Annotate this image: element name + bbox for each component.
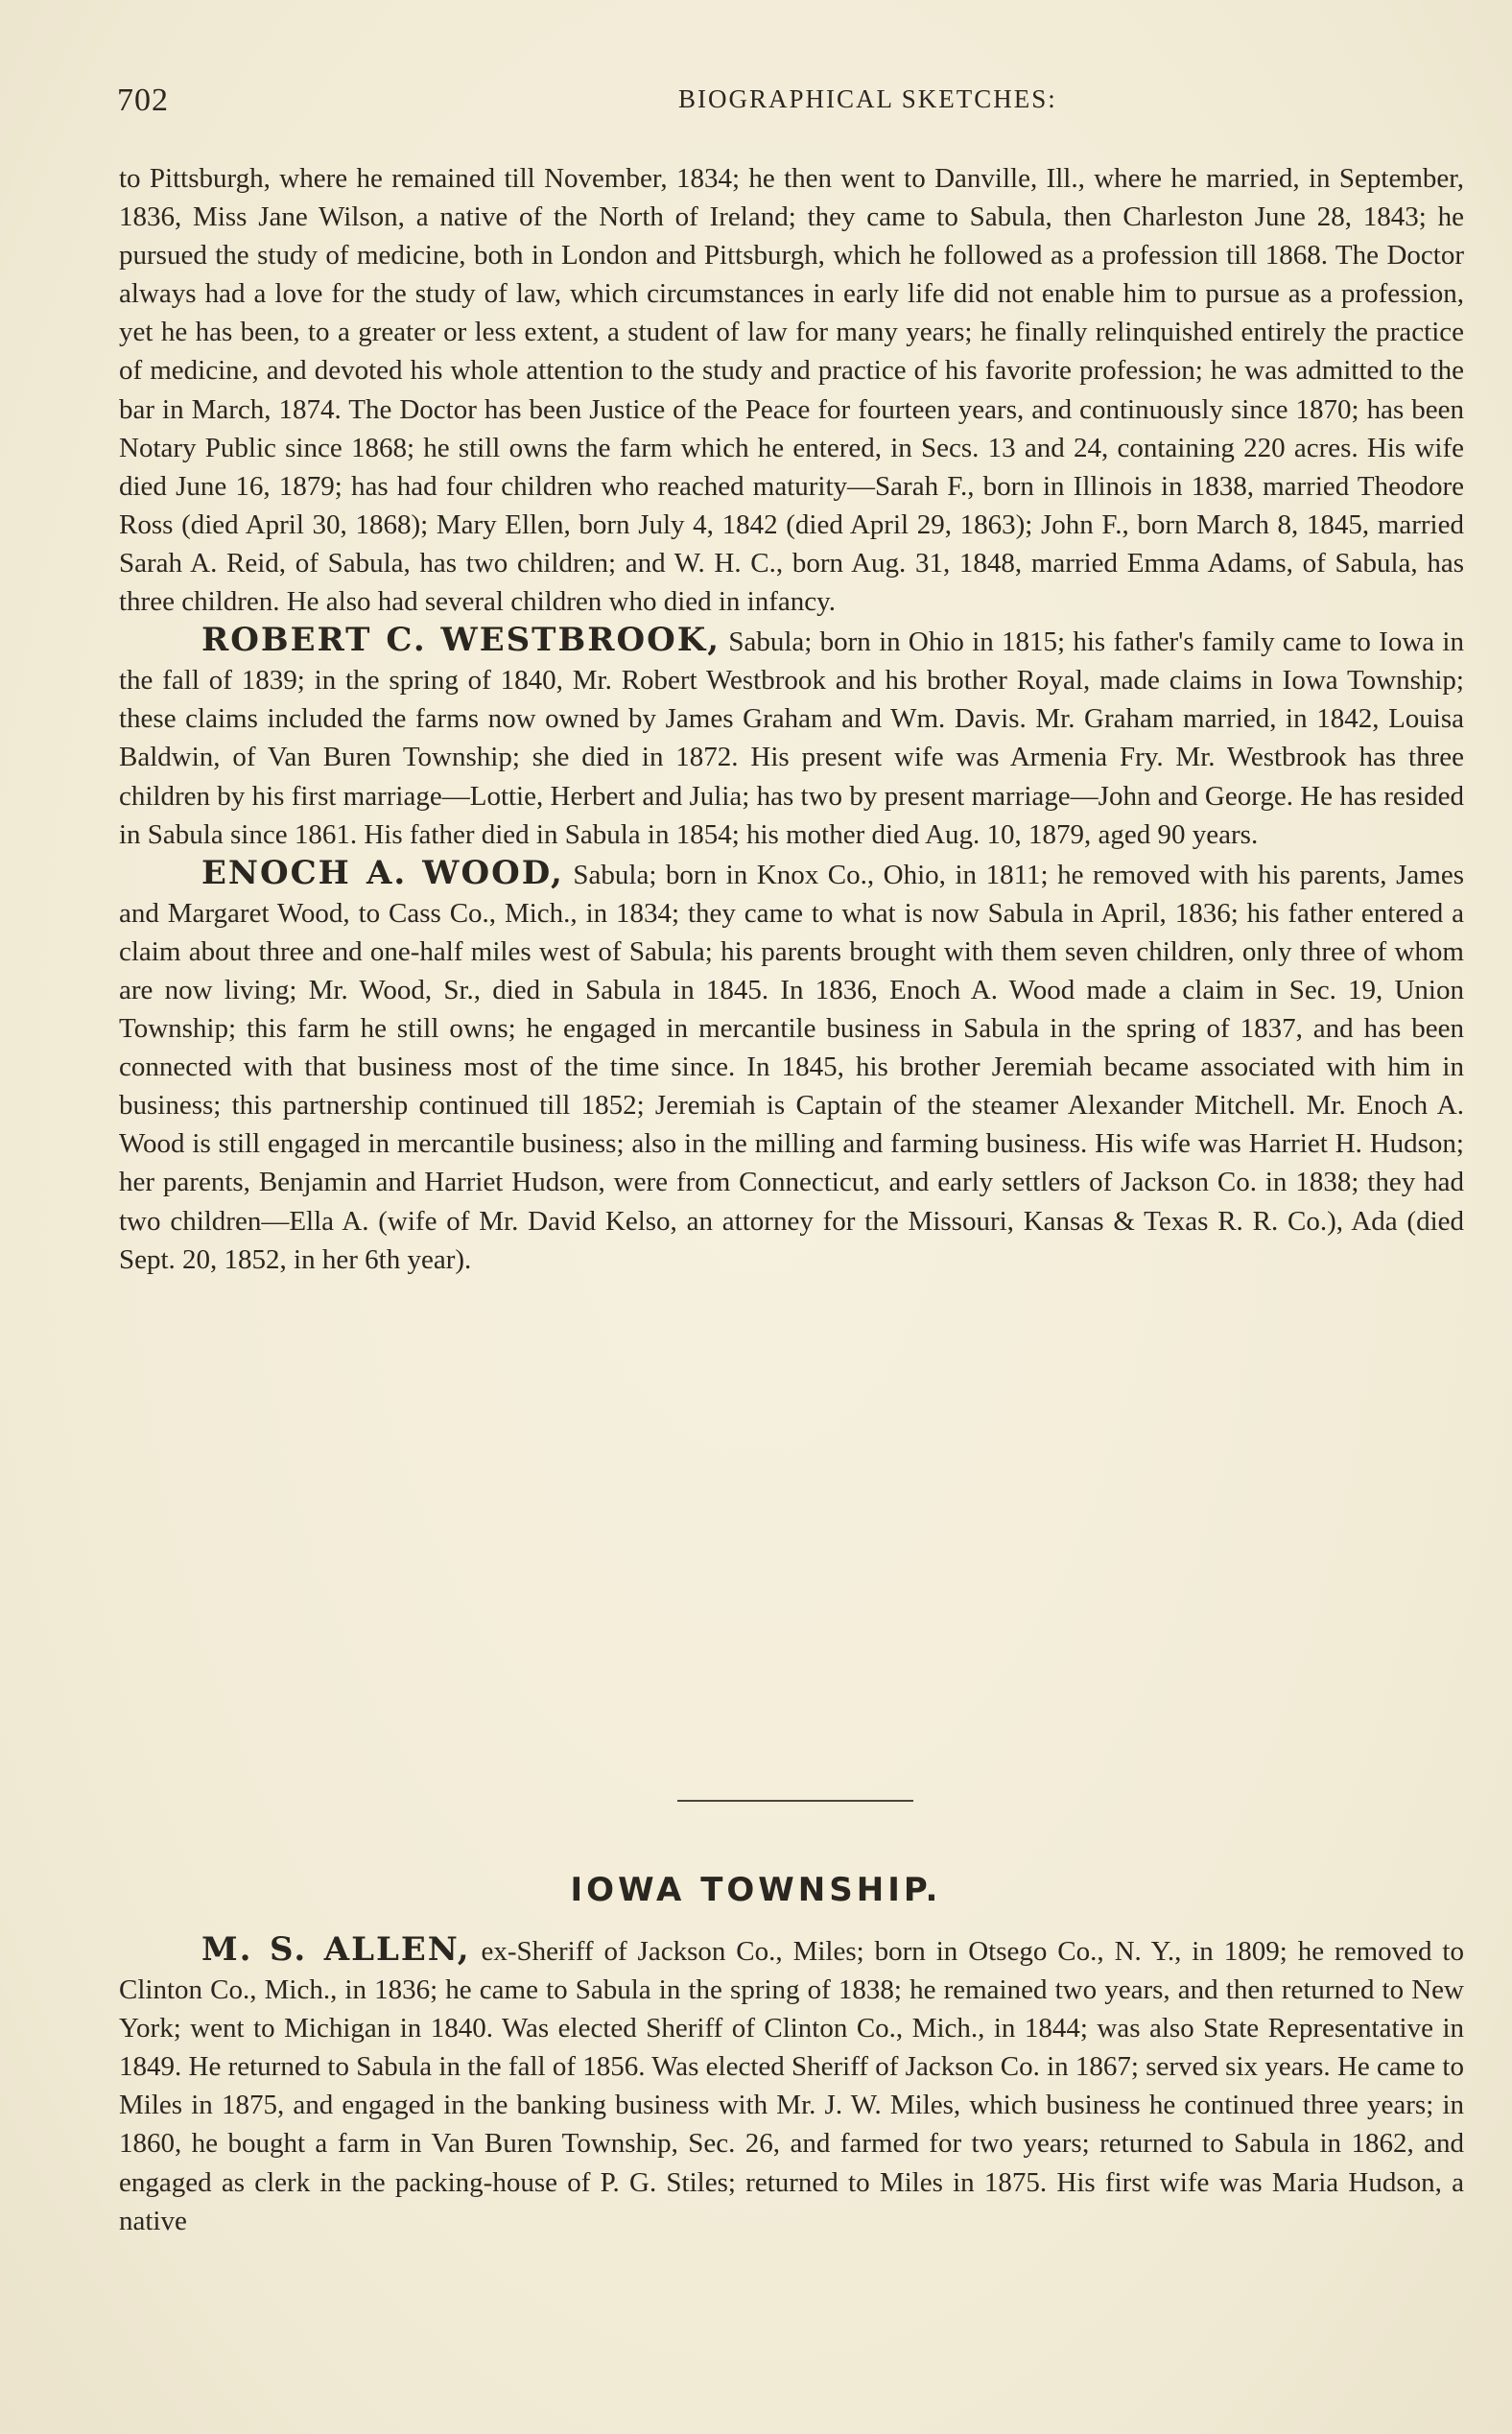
page-number: 702: [117, 83, 169, 118]
biography-text: ex-Sheriff of Jackson Co., Miles; born in Otsego Co., N. Y., in 1809; he removed to Clinton Co., Mich., in 1836; he came to Sabula in the spring of 1838; he remained two years, and then returned to New York; went to Michigan in 1840. Was elected Sheriff of Clinton Co., Mich., in 1844; was also State Representative in 1849. He returned to Sabula in the fall of 1856. Was elected Sheriff of Jackson Co. in 1867; served six years. He came to Miles in 1875, and engaged in the banking business with Mr. J. W. Miles, which business he continued three years; in 1860, he bought a farm in Van Buren Township, Sec. 26, and farmed for two years; returned to Sabula in 1862, and engaged as clerk in the packing-house of P. G. Stiles; returned to Miles in 1875. His first wife was Maria Hudson, a native: [119, 1936, 1464, 2236]
section-heading: IOWA TOWNSHIP.: [570, 1871, 942, 1909]
page-header: [117, 79, 1460, 127]
biography-name: ENOCH A. WOOD,: [201, 853, 564, 892]
biography-name: M. S. ALLEN,: [201, 1930, 471, 1969]
continued-paragraph: to Pittsburgh, where he remained till November, 1834; he then went to Danville, Ill., where he married, in September, 1836, Miss Jane Wilson, a native of the North of Ireland; they came to Sabula, then Charleston June 28, 1843; he pursued the study of medicine, both in London and Pittsburgh, which he followed as a profession till 1868. The Doctor always had a love for the study of law, which circumstances in early life did not enable him to pursue as a profession, yet he has been, to a greater or less extent, a student of law for many years; he finally relinquished entirely the practice of medicine, and devoted his whole attention to the study and practice of his favorite profession; he was admitted to the bar in March, 1874. The Doctor has been Justice of the Peace for fourteen years, and continuously since 1870; has been Notary Public since 1868; he still owns the farm which he entered, in Secs. 13 and 24, containing 220 acres. His wife died June 16, 1879; has had four children who reached maturity—Sarah F., born in Illinois in 1838, married Theodore Ross (died April 30, 1868); Mary Ellen, born July 4, 1842 (died April 29, 1863); John F., born March 8, 1845, married Sarah A. Reid, of Sabula, has two children; and W. H. C., born Aug. 31, 1848, married Emma Adams, of Sabula, has three children. He also had several children who died in infancy.: [119, 163, 1464, 618]
biography-entry-allen: [119, 1930, 1464, 2240]
section-biographies-sabula: [119, 159, 1464, 1279]
section-biographies-iowa-township: [119, 1930, 1464, 2240]
running-head: BIOGRAPHICAL SKETCHES:: [678, 84, 1057, 113]
biography-entry-westbrook: [119, 621, 1464, 854]
biography-entry-wood: [119, 854, 1464, 1279]
section-divider: [677, 1800, 913, 1802]
biography-name: ROBERT C. WESTBROOK,: [201, 621, 721, 660]
biography-text: Sabula; born in Ohio in 1815; his father's family came to Iowa in the fall of 1839; in the spring of 1840, Mr. Robert Westbrook and his brother Royal, made claims in Iowa Township; these claims included the farms now owned by James Graham and Wm. Davis. Mr. Graham married, in 1842, Louisa Baldwin, of Van Buren Township; she died in 1872. His present wife was Armenia Fry. Mr. Westbrook has three children by his first marriage—Lottie, Herbert and Julia; has two by present marriage—John and George. He has resided in Sabula since 1861. His father died in Sabula in 1854; his mother died Aug. 10, 1879, aged 90 years.: [119, 626, 1464, 850]
biography-text: Sabula; born in Knox Co., Ohio, in 1811; he removed with his parents, James and Margaret Wood, to Cass Co., Mich., in 1834; they came to what is now Sabula in April, 1836; his father entered a claim about three and one-half miles west of Sabula; his parents brought with them seven children, only three of whom are now living; Mr. Wood, Sr., died in Sabula in 1845. In 1836, Enoch A. Wood made a claim in Sec. 19, Union Township; this farm he still owns; he engaged in mercantile business in Sabula in the spring of 1837, and has been connected with that business most of the time since. In 1845, his brother Jeremiah became associated with him in business; this partnership continued till 1852; Jeremiah is Captain of the steamer Alexander Mitchell. Mr. Enoch A. Wood is still engaged in mercantile business; also in the milling and farming business. His wife was Harriet H. Hudson; her parents, Benjamin and Harriet Hudson, were from Connecticut, and early settlers of Jackson Co. in 1838; they had two children—Ella A. (wife of Mr. David Kelso, an attorney for the Missouri, Kansas & Texas R. R. Co.), Ada (died Sept. 20, 1852, in her 6th year).: [119, 859, 1464, 1275]
